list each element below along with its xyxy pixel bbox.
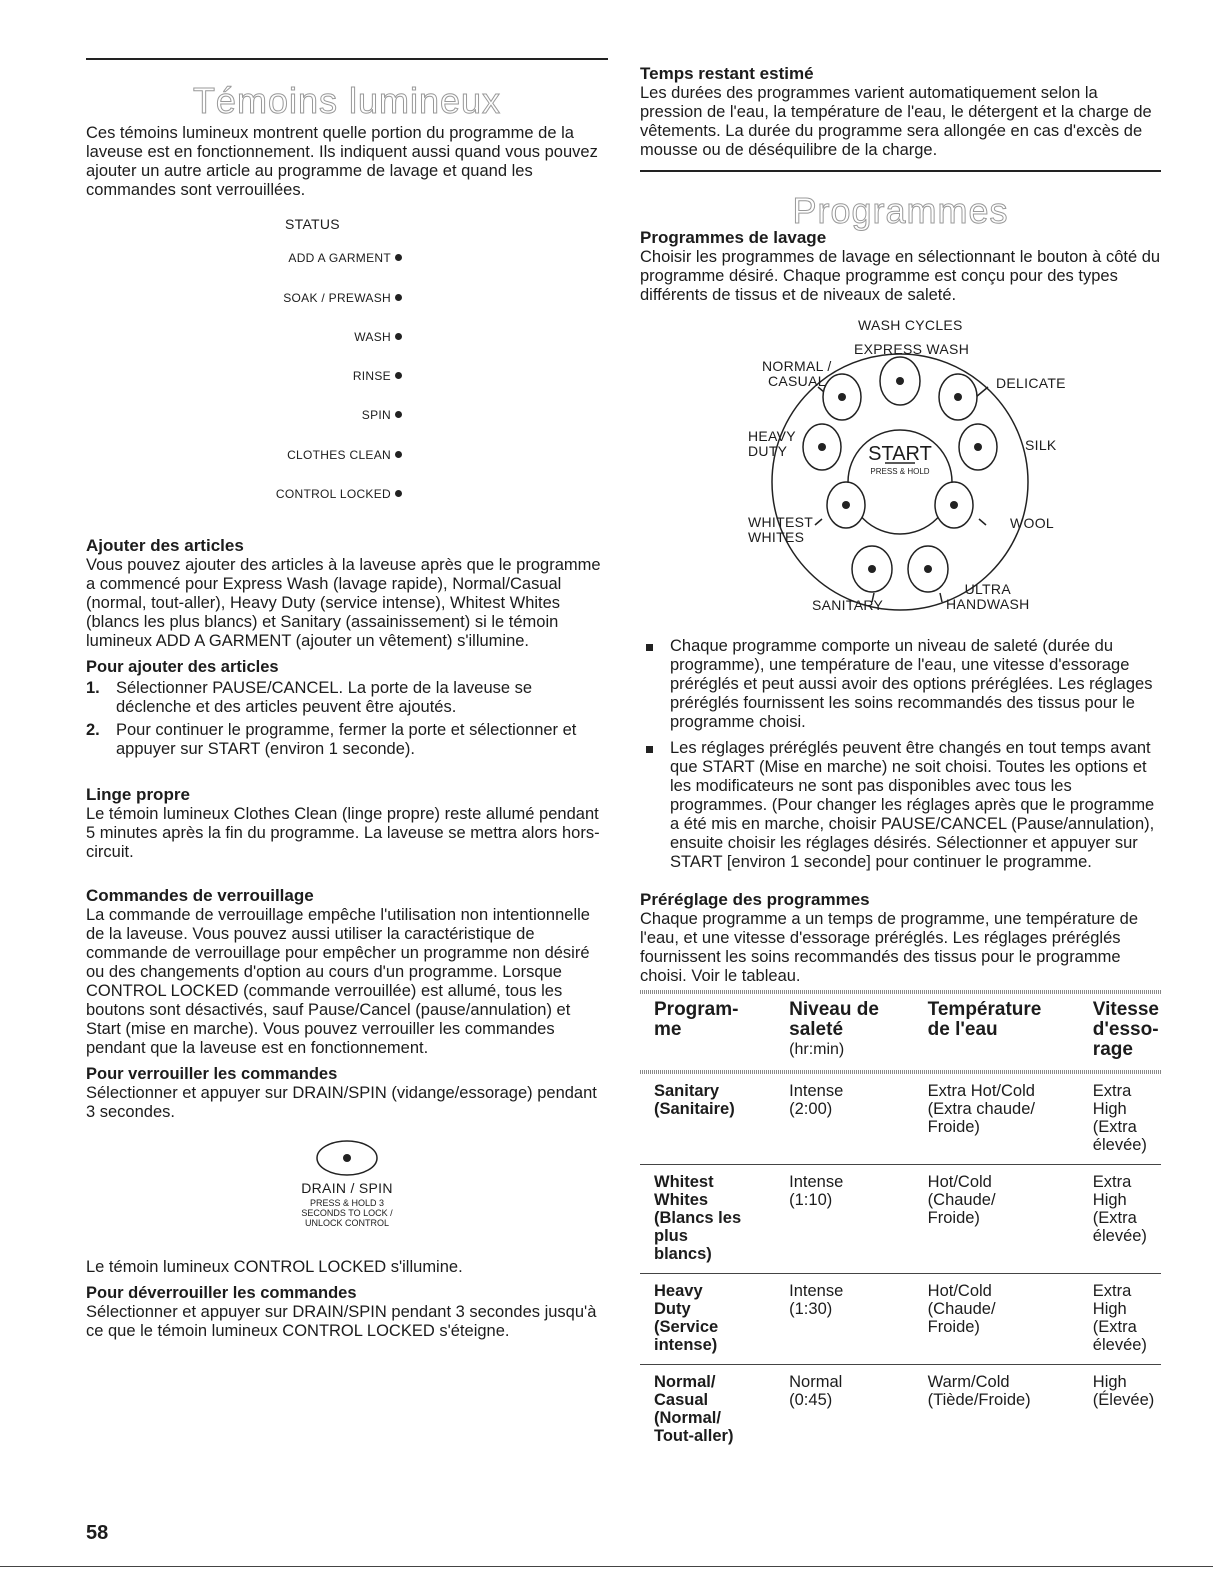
heading-programmes-lavage: Programmes de lavage bbox=[640, 228, 827, 247]
dial-label-line: CASUAL bbox=[768, 373, 826, 389]
page-number: 58 bbox=[86, 1522, 109, 1544]
cell-level: Intense (1:10) bbox=[775, 1165, 914, 1274]
dial-label-line: WHITEST bbox=[748, 514, 814, 530]
dial-start-label: START bbox=[868, 443, 932, 465]
table-row bbox=[640, 1074, 1161, 1165]
col-header-vitesse: Vitesse d'esso- rage bbox=[1092, 999, 1159, 1060]
bullet-icon bbox=[646, 644, 653, 651]
col-header-unit: (hr:min) bbox=[789, 1041, 845, 1058]
dial-label-line: HEAVY bbox=[748, 428, 796, 444]
step-text: Pour continuer le programme, fermer la porte et sélectionner et appuyer sur START (environ 1 seconde). bbox=[116, 721, 577, 758]
dial-label-wool: WOOL bbox=[1010, 515, 1054, 531]
indicator-light-icon bbox=[395, 411, 402, 418]
dial-label-line: HANDWASH bbox=[946, 596, 1030, 612]
program-table bbox=[640, 994, 1161, 1455]
heading-linge-propre: Linge propre bbox=[86, 785, 190, 804]
status-rinse bbox=[353, 369, 402, 383]
cell-temp: Warm/Cold (Tiède/Froide) bbox=[927, 1373, 1031, 1409]
cell-temp: Extra Hot/Cold (Extra chaude/ Froide) bbox=[914, 1074, 1079, 1165]
status-label: CONTROL LOCKED bbox=[275, 487, 391, 501]
dial-label-normal bbox=[762, 359, 832, 389]
program-notes bbox=[640, 637, 1161, 872]
bullet-item bbox=[640, 739, 1161, 872]
cell-speed: Extra High (Extra élevée) bbox=[1079, 1074, 1161, 1165]
dial-label-whitest bbox=[748, 515, 813, 545]
status-label: SPIN bbox=[361, 408, 391, 422]
status-control-locked bbox=[276, 487, 402, 501]
lock-sub-text: Sélectionner et appuyer sur DRAIN/SPIN (vidange/essorage) pendant 3 secondes. bbox=[86, 1084, 597, 1121]
status-label: ADD A GARMENT bbox=[288, 251, 391, 265]
dial-label-heavy-duty bbox=[748, 429, 796, 459]
cell-program: Whitest Whites (Blancs les plus blancs) bbox=[640, 1165, 775, 1274]
indicator-light-icon bbox=[395, 372, 402, 379]
bullet-icon bbox=[646, 746, 653, 753]
caption-line: SECONDS TO LOCK / bbox=[301, 1208, 393, 1218]
cell-temp: Hot/Cold (Chaude/ Froide) bbox=[914, 1274, 1079, 1365]
step-text: Sélectionner PAUSE/CANCEL. La porte de la laveuse se déclenche et des articles peuvent être ajoutés. bbox=[116, 679, 533, 716]
cell-level: Normal (0:45) bbox=[789, 1373, 843, 1409]
caption-line: PRESS & HOLD 3 bbox=[309, 1198, 385, 1208]
step-number: 1. bbox=[86, 679, 100, 697]
dial-label-delicate: DELICATE bbox=[996, 375, 1066, 391]
lock-text: La commande de verrouillage empêche l'utilisation non intentionnelle de la laveuse. Vous pouvez aussi utiliser la caractéristique de commande de verrouillage pour empêcher un programme non désiré ou des changements d'option au cours d'un programme. Lorsque CONTROL LOCKED (commande verrouillée) est allumé, tous les boutons sont désactivés, sauf Pause/Cancel (pause/annulation) et Start (mise en marche). Vous pouvez verrouiller les commandes pendant que la laveuse est en fonctionnement. bbox=[86, 906, 590, 1057]
status-label: WASH bbox=[354, 330, 391, 344]
section-title-programmes: Programmes bbox=[792, 190, 1009, 231]
indicator-light-icon bbox=[395, 294, 402, 301]
add-steps bbox=[86, 679, 608, 759]
step-item bbox=[86, 679, 608, 717]
dial-label-sanitary: SANITARY bbox=[812, 597, 884, 613]
col-header-niveau bbox=[775, 994, 914, 1070]
cell-speed: High (Élevée) bbox=[1092, 1373, 1155, 1409]
bullet-item bbox=[640, 637, 1161, 732]
wash-cycles-dial-figure bbox=[640, 317, 1161, 617]
indicator-light-icon bbox=[395, 254, 402, 261]
indicator-light-icon bbox=[395, 451, 402, 458]
temps-text: Les durées des programmes varient automatiquement selon la pression de l'eau, la température de l'eau, le détergent et la charge de vêtements. La durée du programme sera allongée en cas d'excès de mousse ou de déséquilibre de la charge. bbox=[640, 84, 1152, 159]
dial-label-ultra-handwash bbox=[946, 582, 1030, 612]
section-rule bbox=[640, 170, 1161, 172]
subheading-verrouiller: Pour verrouiller les commandes bbox=[86, 1065, 338, 1083]
left-column bbox=[86, 58, 608, 1341]
cell-level: Intense (2:00) bbox=[775, 1074, 914, 1165]
table-row bbox=[640, 1165, 1161, 1274]
status-clothes-clean bbox=[287, 448, 402, 462]
programmes-text: Choisir les programmes de lavage en sélectionnant le bouton à côté du programme désiré. Chaque programme est conçu pour des types différents de tissus et de niveaux de saleté. bbox=[640, 248, 1161, 304]
section-title-temoins: Témoins lumineux bbox=[192, 80, 502, 121]
dial-label-silk: SILK bbox=[1025, 437, 1057, 453]
status-soak-prewash bbox=[283, 291, 402, 305]
col-header-programme: Program- me bbox=[654, 999, 739, 1040]
cell-speed: Extra High (Extra élevée) bbox=[1079, 1165, 1161, 1274]
cell-program: Normal/ Casual (Normal/ Tout-aller) bbox=[654, 1373, 734, 1445]
cell-temp: Hot/Cold (Chaude/ Froide) bbox=[914, 1165, 1079, 1274]
cell-level: Intense (1:30) bbox=[775, 1274, 914, 1365]
dial-label-express-wash: EXPRESS WASH bbox=[854, 341, 970, 357]
col-header-temperature: Température de l'eau bbox=[927, 999, 1042, 1040]
status-label: RINSE bbox=[352, 369, 391, 383]
status-spin bbox=[362, 408, 402, 422]
locked-text: Le témoin lumineux CONTROL LOCKED s'illumine. bbox=[86, 1258, 463, 1276]
status-label: CLOTHES CLEAN bbox=[287, 448, 391, 462]
drain-spin-caption bbox=[86, 1198, 608, 1228]
status-add-garment bbox=[288, 251, 402, 265]
top-rule bbox=[86, 58, 608, 60]
subheading-deverrouiller: Pour déverrouiller les commandes bbox=[86, 1284, 357, 1302]
heading-temps-restant: Temps restant estimé bbox=[640, 64, 814, 83]
status-wash bbox=[354, 330, 402, 344]
dial-label-line: WHITES bbox=[748, 529, 805, 545]
unlock-text: Sélectionner et appuyer sur DRAIN/SPIN pendant 3 secondes jusqu'à ce que le témoin lumineux CONTROL LOCKED s'éteigne. bbox=[86, 1303, 597, 1340]
heading-ajouter: Ajouter des articles bbox=[86, 536, 244, 555]
add-text: Vous pouvez ajouter des articles à la laveuse après que le programme a commencé pour Express Wash (lavage rapide), Normal/Casual (normal, tout-aller), Heavy Duty (service intense), Whitest Whites (blancs les plus blancs) et Sanitary (assainissement) si le témoin lumineux ADD A GARMENT (ajouter un vêtement) s'illumine. bbox=[86, 556, 601, 650]
step-number: 2. bbox=[86, 721, 100, 739]
preset-text: Chaque programme a un temps de programme, une température de l'eau, et une vitesse d'essorage préréglés. Les réglages préréglés fournissent les soins recommandés des tissus pour le programme choisi. Voir le tableau. bbox=[640, 910, 1139, 985]
intro-text: Ces témoins lumineux montrent quelle portion du programme de la laveuse est en fonctionnement. Ils indiquent aussi quand vous pouvez ajouter un autre article au programme de lavage et quand les commandes sont verrouillées. bbox=[86, 124, 598, 199]
drain-spin-button-figure bbox=[86, 1138, 608, 1238]
cell-program: Heavy Duty (Service intense) bbox=[640, 1274, 775, 1365]
status-heading: STATUS bbox=[285, 216, 340, 232]
bullet-text: Les réglages préréglés peuvent être changés en tout temps avant que START (Mise en marche) ne soit choisi. Toutes les options et les modificateurs ne sont pas disponibles avec tous les programmes. (Pour changer les réglages après que le programme a été mis en marche, choisir PAUSE/CANCEL (Pause/annulation), ensuite choisir les réglages désirés. Sélectionner et appuyer sur START [environ 1 seconde] pour continuer le programme. bbox=[670, 739, 1155, 871]
bullet-text: Chaque programme comporte un niveau de saleté (durée du programme), une température de l'eau, une vitesse d'essorage préréglés et peut aussi avoir des options préréglées. Les réglages préréglés fournissent les soins recommandés des tissus pour le programme choisi. bbox=[670, 637, 1153, 731]
table-row bbox=[640, 1274, 1161, 1365]
status-label: SOAK / PREWASH bbox=[283, 291, 391, 305]
cell-speed: Extra High (Extra élevée) bbox=[1079, 1274, 1161, 1365]
dial-label-line: ULTRA bbox=[964, 581, 1011, 597]
subheading-pour-ajouter: Pour ajouter des articles bbox=[86, 658, 279, 676]
step-item bbox=[86, 721, 608, 759]
dial-label-line: NORMAL / bbox=[762, 358, 832, 374]
linge-text: Le témoin lumineux Clothes Clean (linge propre) reste allumé pendant 5 minutes après la fin du programme. La laveuse se mettra alors hors-circuit. bbox=[86, 805, 600, 861]
indicator-light-icon bbox=[395, 333, 402, 340]
caption-line: UNLOCK CONTROL bbox=[304, 1218, 389, 1228]
heading-verrouillage: Commandes de verrouillage bbox=[86, 886, 314, 905]
cell-program: Sanitary (Sanitaire) bbox=[640, 1074, 775, 1165]
heading-prereglage: Préréglage des programmes bbox=[640, 890, 870, 909]
col-header-text: Niveau de saleté bbox=[789, 999, 879, 1040]
dial-press-hold-label: PRESS & HOLD bbox=[870, 467, 930, 476]
drain-spin-label: DRAIN / SPIN bbox=[301, 1180, 393, 1196]
bottom-rule bbox=[0, 1566, 1213, 1567]
table-row bbox=[640, 1365, 1161, 1456]
wash-cycles-heading: WASH CYCLES bbox=[858, 317, 963, 333]
indicator-light-icon bbox=[395, 490, 402, 497]
table-header-row bbox=[640, 994, 1161, 1070]
drain-spin-button-icon bbox=[307, 1138, 387, 1178]
right-column bbox=[640, 64, 1161, 1455]
dial-label-line: DUTY bbox=[748, 443, 788, 459]
status-panel bbox=[86, 212, 608, 512]
